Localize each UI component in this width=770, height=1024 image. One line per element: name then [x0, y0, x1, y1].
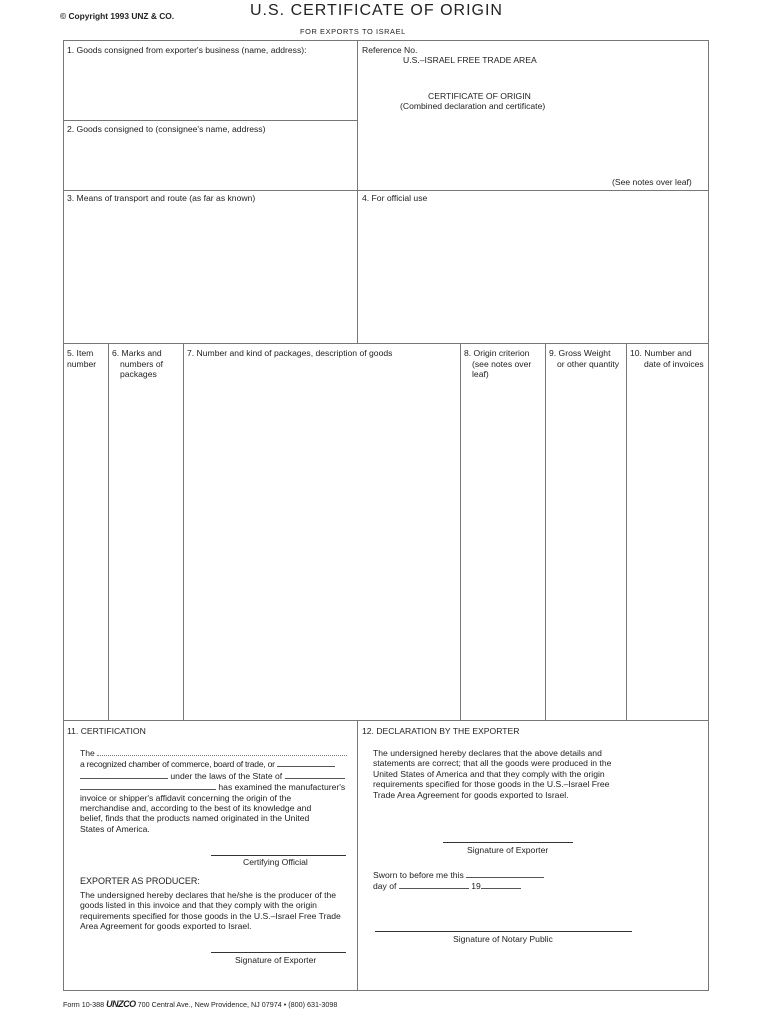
col-marks-header: 6. Marks and numbers of packages [112, 348, 163, 379]
col-description-header: 7. Number and kind of packages, description of goods [187, 348, 393, 358]
box4-label: 4. For official use [362, 193, 428, 203]
official-use-field[interactable] [358, 191, 708, 342]
producer-heading: EXPORTER AS PRODUCER: [80, 876, 200, 886]
year-blank[interactable] [481, 880, 521, 889]
notary-label: Signature of Notary Public [453, 934, 553, 944]
certification-heading: 11. CERTIFICATION [67, 726, 146, 736]
sworn-text: Sworn to before me this day of 19 [373, 869, 544, 892]
col-invoices-header: 10. Number and date of invoices [630, 348, 704, 369]
blank[interactable] [80, 770, 168, 779]
divider [357, 720, 358, 991]
signature-exporter-label: Signature of Exporter [467, 845, 549, 855]
col-weight-header: 9. Gross Weight or other quantity [549, 348, 620, 369]
exporter-signature-line[interactable] [443, 842, 573, 843]
box2-label: 2. Goods consigned to (consignee's name, address) [67, 124, 266, 134]
notary-signature-line[interactable] [375, 931, 632, 932]
subtitle: FOR EXPORTS TO ISRAEL [300, 27, 406, 36]
declaration-heading: 12. DECLARATION BY THE EXPORTER [362, 726, 520, 736]
col-origin-header: 8. Origin criterion (see notes over leaf) [464, 348, 532, 379]
certificate-subtitle: (Combined declaration and certificate) [400, 101, 546, 111]
footer [63, 999, 337, 1011]
reference-label: Reference No. [362, 45, 418, 55]
goods-table-body[interactable] [64, 380, 708, 719]
box1-label: 1. Goods consigned from exporter's business (name, address): [67, 45, 307, 55]
divider [63, 343, 709, 344]
fta-label: U.S.–ISRAEL FREE TRADE AREA [403, 55, 537, 65]
sworn-day-blank[interactable] [466, 869, 544, 878]
footer-address: 700 Central Ave., New Providence, NJ 07974 • (800) 631-3098 [137, 1000, 338, 1009]
box3-label: 3. Means of transport and route (as far as known) [67, 193, 256, 203]
form-number: Form 10-388 [63, 1000, 105, 1009]
exporter-signature-line[interactable] [211, 952, 346, 953]
certification-text: The a recognized chamber of commerce, board of trade, or under the laws of the State of has examined the manufacturer's invoice or shipper's affidavit concerning the origin of the merchandise and, according to the best of its knowledge and belief, finds that the products named originated in the United States of America. [80, 747, 350, 834]
certifying-official-label: Certifying Official [243, 857, 308, 867]
blank[interactable] [277, 758, 335, 767]
producer-text: The undersigned hereby declares that he/she is the producer of the goods listed in this invoice and that they comply with the origin requirements specified for those goods in the U.S.–Israel Free Trade Area Agreement for goods exported to Israel. [80, 890, 341, 932]
official-signature-line[interactable] [211, 855, 346, 856]
chamber-name-blank[interactable] [97, 747, 347, 756]
unzco-logo: UNZCO [106, 999, 136, 1009]
page-title: U.S. CERTIFICATE OF ORIGIN [250, 2, 503, 19]
col-item-header: 5. Item number [67, 348, 97, 369]
blank[interactable] [80, 781, 216, 790]
copyright: © Copyright 1993 UNZ & CO. [60, 11, 175, 21]
state-blank[interactable] [285, 770, 345, 779]
transport-field[interactable] [64, 191, 356, 342]
signature-exporter-label: Signature of Exporter [235, 955, 317, 965]
certificate-title: CERTIFICATE OF ORIGIN [428, 91, 531, 101]
divider [63, 720, 709, 721]
month-blank[interactable] [399, 880, 469, 889]
declaration-text: The undersigned hereby declares that the above details and statements are correct; that all the goods were produced in the United States of America and that they comply with the origin requirements specified for those goods in the U.S.–Israel Free Trade Area Agreement for goods exported to Israel. [373, 748, 612, 800]
see-notes: (See notes over leaf) [612, 177, 692, 187]
reference-field[interactable] [420, 43, 700, 54]
